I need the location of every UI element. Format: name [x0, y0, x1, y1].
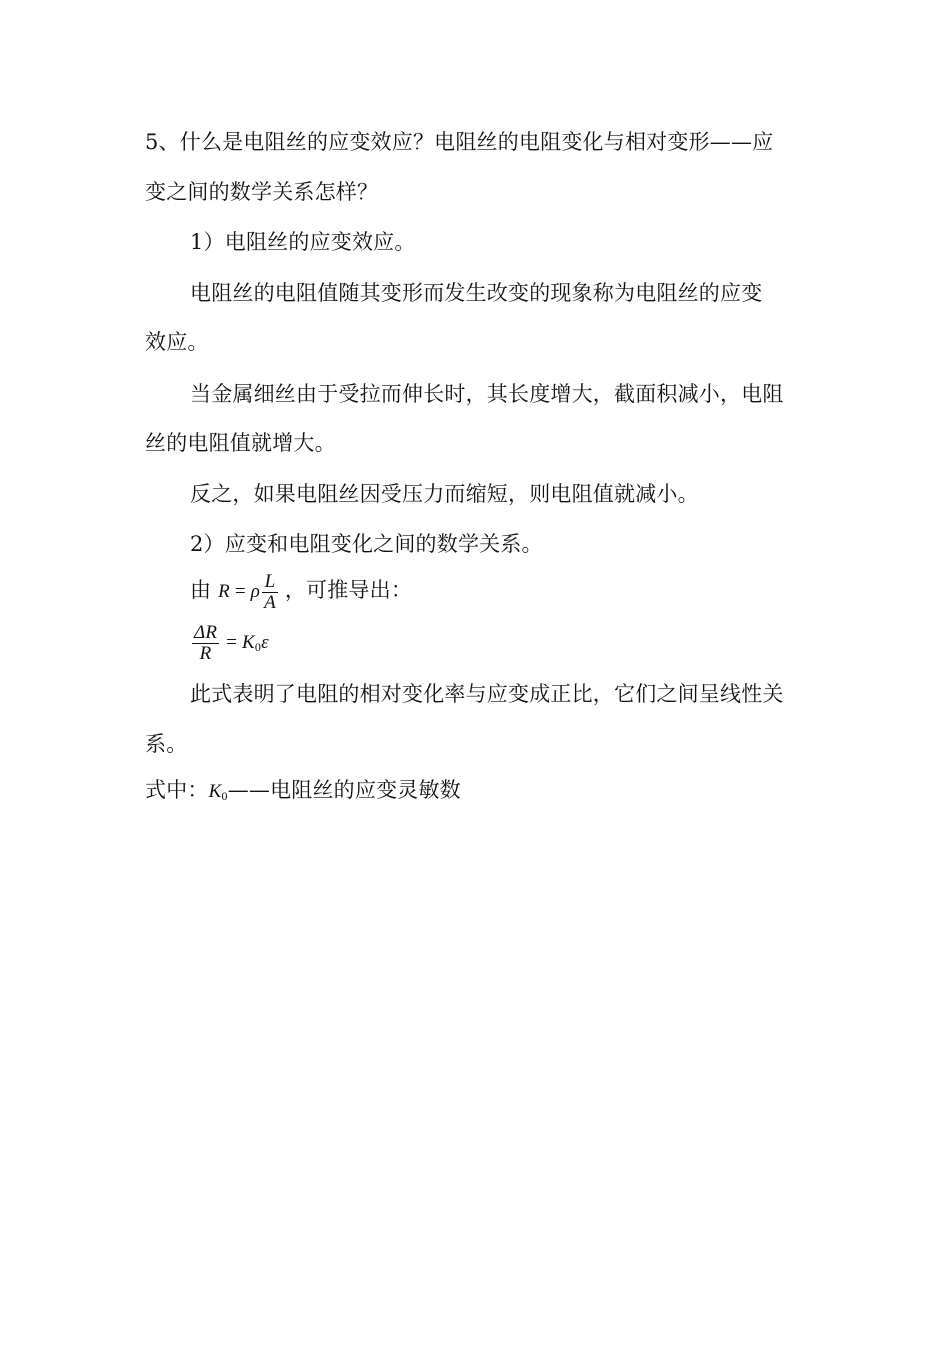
strain-formula: [190, 620, 269, 670]
r-denominator: R: [199, 643, 212, 665]
where-gauge-factor-symbol: K: [208, 781, 222, 802]
paragraph-4-line-2: 系。: [145, 732, 188, 756]
part1-heading: 1）电阻丝的应变效应。: [190, 230, 416, 254]
fraction-numerator: L: [262, 572, 278, 593]
where-line: [145, 776, 461, 810]
derivation-line: [190, 566, 412, 616]
part2-heading: 2）应变和电阻变化之间的数学关系。: [190, 532, 543, 556]
derive-prefix: 由: [190, 578, 212, 602]
paragraph-3: 反之，如果电阻丝因受压力而缩短，则电阻值就减小。: [190, 482, 699, 506]
paragraph-2-line-1: 当金属细丝由于受拉而伸长时，其长度增大，截面积减小，电阻: [190, 382, 784, 406]
question-line-1: 5、什么是电阻丝的应变效应？电阻丝的电阻变化与相对变形——应: [145, 130, 774, 154]
paragraph-1-line-1: 电阻丝的电阻值随其变形而发生改变的现象称为电阻丝的应变: [190, 281, 763, 305]
where-description: ——电阻丝的应变灵敏数: [227, 778, 461, 802]
where-gauge-factor-subscript: 0: [221, 789, 228, 803]
formula-rho: ρ: [250, 581, 261, 602]
length-area-fraction: [262, 572, 278, 613]
delta-r-numerator: ΔR: [194, 622, 218, 644]
fraction-denominator: A: [264, 592, 276, 614]
gauge-factor-symbol: K: [242, 632, 255, 653]
where-prefix: 式中：: [145, 778, 209, 802]
strain-formula-equals: =: [226, 632, 238, 653]
formula-lhs: R: [218, 581, 230, 602]
strain-symbol: ε: [261, 632, 269, 653]
paragraph-4-line-1: 此式表明了电阻的相对变化率与应变成正比，它们之间呈线性关: [190, 682, 784, 706]
gauge-factor-subscript: 0: [254, 640, 262, 654]
derive-suffix: ，可推导出：: [284, 578, 413, 602]
paragraph-1-line-2: 效应。: [145, 330, 209, 354]
question-line-2: 变之间的数学关系怎样？: [145, 180, 379, 204]
resistance-formula: [218, 571, 285, 614]
relative-resistance-fraction: [192, 623, 219, 664]
paragraph-2-line-2: 丝的电阻值就增大。: [145, 431, 336, 455]
formula-equals: =: [234, 581, 246, 602]
